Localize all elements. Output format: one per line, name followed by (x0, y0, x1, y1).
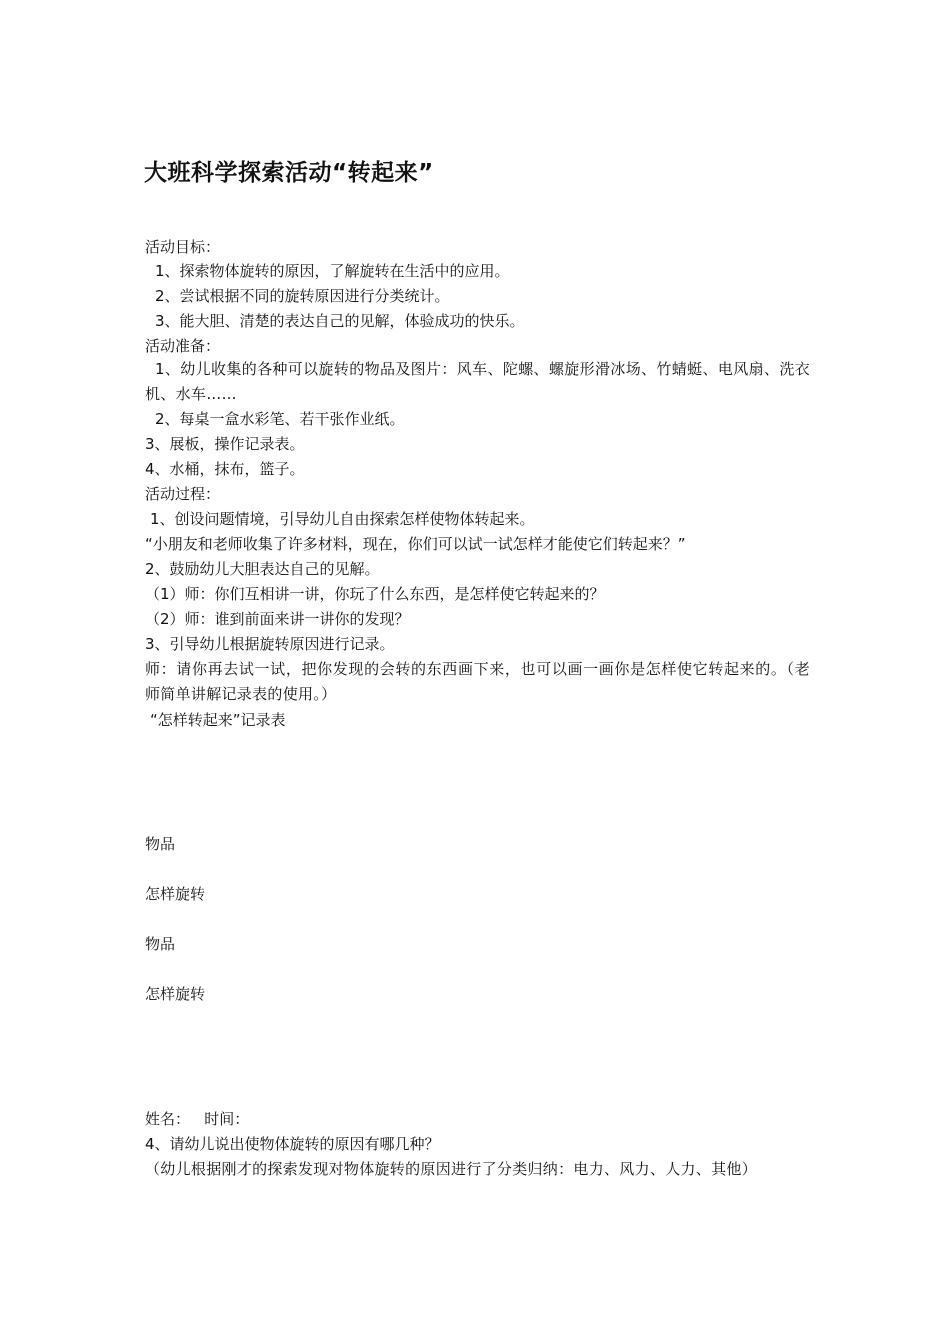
goals-heading: 活动目标： (145, 238, 221, 256)
record-footer-name-time: 姓名： 时间： (145, 1110, 250, 1128)
process-summary: （幼儿根据刚才的探索发现对物体旋转的原因进行了分类归纳：电力、风力、人力、其他） (145, 1160, 758, 1178)
preparation-item-2: 2、每桌一盒水彩笔、若干张作业纸。 (155, 410, 405, 428)
record-row-how-label: 怎样旋转 (145, 885, 206, 903)
process-step-1: 1、创设问题情境，引导幼儿自由探索怎样使物体转起来。 (150, 510, 535, 528)
goal-item-3: 3、能大胆、清楚的表达自己的见解，体验成功的快乐。 (155, 312, 525, 330)
preparation-item-4: 4、水桶，抹布，篮子。 (145, 460, 305, 478)
process-step-3: 3、引导幼儿根据旋转原因进行记录。 (145, 635, 395, 653)
goal-item-1: 1、探索物体旋转的原因，了解旋转在生活中的应用。 (155, 262, 510, 280)
record-row-item-label: 物品 (145, 835, 176, 853)
preparation-item-1: 1、幼儿收集的各种可以旋转的物品及图片：风车、陀螺、螺旋形滑冰场、竹蜻蜓、电风扇、洗衣机、水车…… (145, 360, 810, 403)
process-step-4: 4、请幼儿说出使物体旋转的原因有哪几种？ (145, 1135, 440, 1153)
process-heading: 活动过程： (145, 485, 221, 503)
record-table-title: “怎样转起来”记录表 (150, 711, 286, 729)
record-row-item-label: 物品 (145, 935, 176, 953)
preparation-heading: 活动准备： (145, 337, 221, 355)
goal-item-2: 2、尝试根据不同的旋转原因进行分类统计。 (155, 287, 450, 305)
document-title: 大班科学探索活动“转起来” (144, 160, 434, 186)
record-row-how-label: 怎样旋转 (145, 985, 206, 1003)
process-question-1: （1）师：你们互相讲一讲，你玩了什么东西，是怎样使它转起来的？ (145, 585, 605, 603)
preparation-item-3: 3、展板，操作记录表。 (145, 435, 305, 453)
process-quote-1: “小朋友和老师收集了许多材料，现在，你们可以试一试怎样才能使它们转起来？” (145, 535, 686, 553)
process-step-2: 2、鼓励幼儿大胆表达自己的见解。 (145, 560, 380, 578)
process-question-2: （2）师：谁到前面来讲一讲你的发现？ (145, 610, 410, 628)
process-teacher-instruction: 师：请你再去试一试，把你发现的会转的东西画下来，也可以画一画你是怎样使它转起来的。（老师简单讲解记录表的使用。） (145, 660, 810, 703)
